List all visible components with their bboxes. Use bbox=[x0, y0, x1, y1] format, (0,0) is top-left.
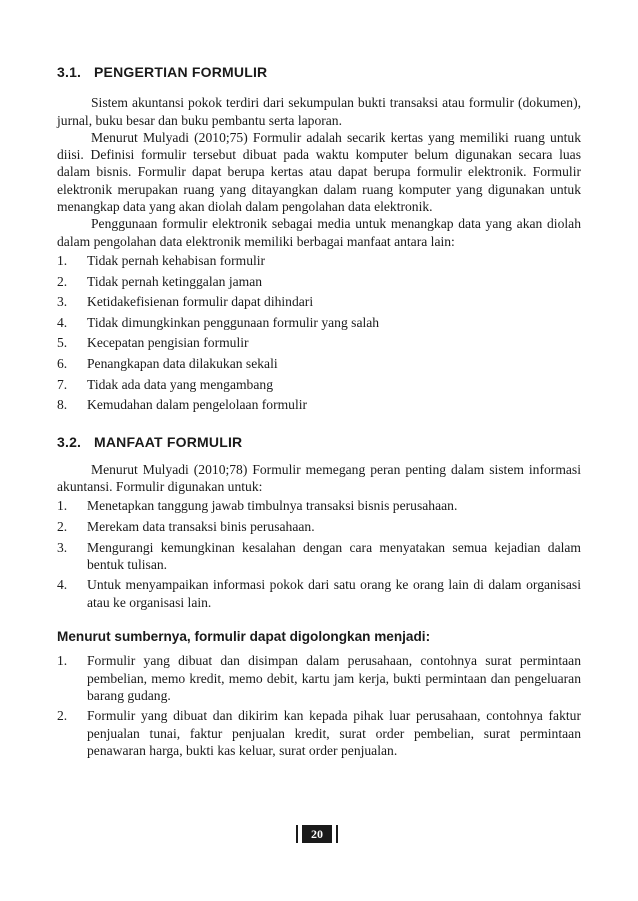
section-title: PENGERTIAN FORMULIR bbox=[94, 64, 268, 80]
list-item bbox=[57, 293, 581, 310]
list-number: 2. bbox=[57, 273, 68, 289]
list-number: 2. bbox=[57, 708, 68, 724]
list-item bbox=[57, 497, 581, 514]
section-number: 3.1. bbox=[57, 64, 82, 80]
list-text: Merekam data transaksi binis perusahaan. bbox=[87, 518, 315, 534]
list-item bbox=[57, 314, 581, 331]
list-item bbox=[57, 376, 581, 393]
paragraph: Menurut Mulyadi (2010;78) Formulir memegang peran penting dalam sistem informasi akuntansi. Formulir digunakan untuk: bbox=[57, 461, 581, 495]
list-number: 5. bbox=[57, 335, 68, 351]
list-item bbox=[57, 396, 581, 413]
subheading: Menurut sumbernya, formulir dapat digolongkan menjadi: bbox=[57, 628, 431, 644]
page-number: 20 bbox=[302, 825, 332, 843]
list-item bbox=[57, 539, 581, 574]
section-pengertian-formulir bbox=[57, 64, 581, 413]
page-content bbox=[57, 64, 581, 763]
list-text: Kecepatan pengisian formulir bbox=[87, 335, 249, 351]
list-text: Formulir yang dibuat dan dikirim kan kepada pihak luar perusahaan, contohnya faktur penjualan tunai, faktur penjualan kredit, surat order pembelian, surat permintaan penawaran harga, bukti kas keluar, surat order penjualan. bbox=[87, 708, 581, 759]
list-text: Tidak ada data yang mengambang bbox=[87, 376, 273, 392]
list-number: 3. bbox=[57, 294, 68, 310]
section-title: MANFAAT FORMULIR bbox=[94, 434, 243, 451]
list-number: 1. bbox=[57, 252, 68, 268]
list-text: Untuk menyampaikan informasi pokok dari satu orang ke orang lain di dalam organisasi atau ke organisasi lain. bbox=[87, 577, 581, 610]
sources-list bbox=[57, 652, 581, 759]
list-number: 2. bbox=[57, 518, 68, 534]
list-number: 8. bbox=[57, 397, 68, 413]
list-number: 6. bbox=[57, 355, 68, 371]
section-number: 3.2. bbox=[57, 434, 82, 451]
paragraph: Penggunaan formulir elektronik sebagai media untuk menangkap data yang akan diolah dalam pengolahan data elektronik memiliki berbagai manfaat antara lain: bbox=[57, 216, 581, 249]
list-text: Penangkapan data dilakukan sekali bbox=[87, 355, 278, 371]
list-number: 4. bbox=[57, 577, 68, 593]
list-number: 1. bbox=[57, 498, 68, 514]
list-item bbox=[57, 652, 581, 704]
benefits-list bbox=[57, 252, 581, 413]
list-text: Menetapkan tanggung jawab timbulnya transaksi bisnis perusahaan. bbox=[87, 498, 458, 514]
list-text: Kemudahan dalam pengelolaan formulir bbox=[87, 397, 308, 413]
page-number-footer bbox=[296, 825, 338, 843]
list-text: Tidak pernah ketinggalan jaman bbox=[87, 273, 263, 289]
section-manfaat-formulir bbox=[57, 434, 581, 759]
list-item bbox=[57, 355, 581, 372]
uses-list bbox=[57, 497, 581, 611]
list-text: Ketidakefisienan formulir dapat dihindari bbox=[87, 294, 314, 310]
page-number-left-bar bbox=[296, 825, 298, 843]
list-number: 4. bbox=[57, 314, 68, 330]
section-heading bbox=[57, 64, 581, 81]
list-item bbox=[57, 707, 581, 759]
list-number: 1. bbox=[57, 653, 68, 669]
list-item bbox=[57, 518, 581, 535]
list-text: Mengurangi kemungkinan kesalahan dengan cara menyatakan semua kejadian dalam bentuk tulisan. bbox=[87, 539, 581, 572]
list-item bbox=[57, 334, 581, 351]
list-text: Tidak pernah kehabisan formulir bbox=[87, 252, 266, 268]
list-item bbox=[57, 273, 581, 290]
list-item bbox=[57, 576, 581, 611]
page-number-right-bar bbox=[336, 825, 338, 843]
paragraph: Sistem akuntansi pokok terdiri dari sekumpulan bukti transaksi atau formulir (dokumen), jurnal, buku besar dan buku pembantu serta laporan. bbox=[57, 95, 581, 128]
paragraph: Menurut Mulyadi (2010;75) Formulir adalah secarik kertas yang memiliki ruang untuk diisi. Definisi formulir tersebut dibuat pada waktu komputer belum digunakan secara luas dalam bisnis. Formulir dapat berupa kertas atau dapat berupa formulir elektronik. Formulir elektronik merupakan ruang yang ditayangkan dalam ruang komputer yang digunakan untuk menangkap data yang akan diolah dalam pengolahan data elektronik. bbox=[57, 129, 581, 215]
list-number: 7. bbox=[57, 376, 68, 392]
list-number: 3. bbox=[57, 539, 68, 555]
list-text: Tidak dimungkinkan penggunaan formulir yang salah bbox=[87, 314, 380, 330]
section-heading bbox=[57, 434, 581, 451]
list-item bbox=[57, 252, 581, 269]
list-text: Formulir yang dibuat dan disimpan dalam perusahaan, contohnya surat permintaan pembelian, memo kredit, memo debit, kartu jam kerja, bukti permintaan dan pengeluaran barang gudang. bbox=[87, 653, 581, 703]
